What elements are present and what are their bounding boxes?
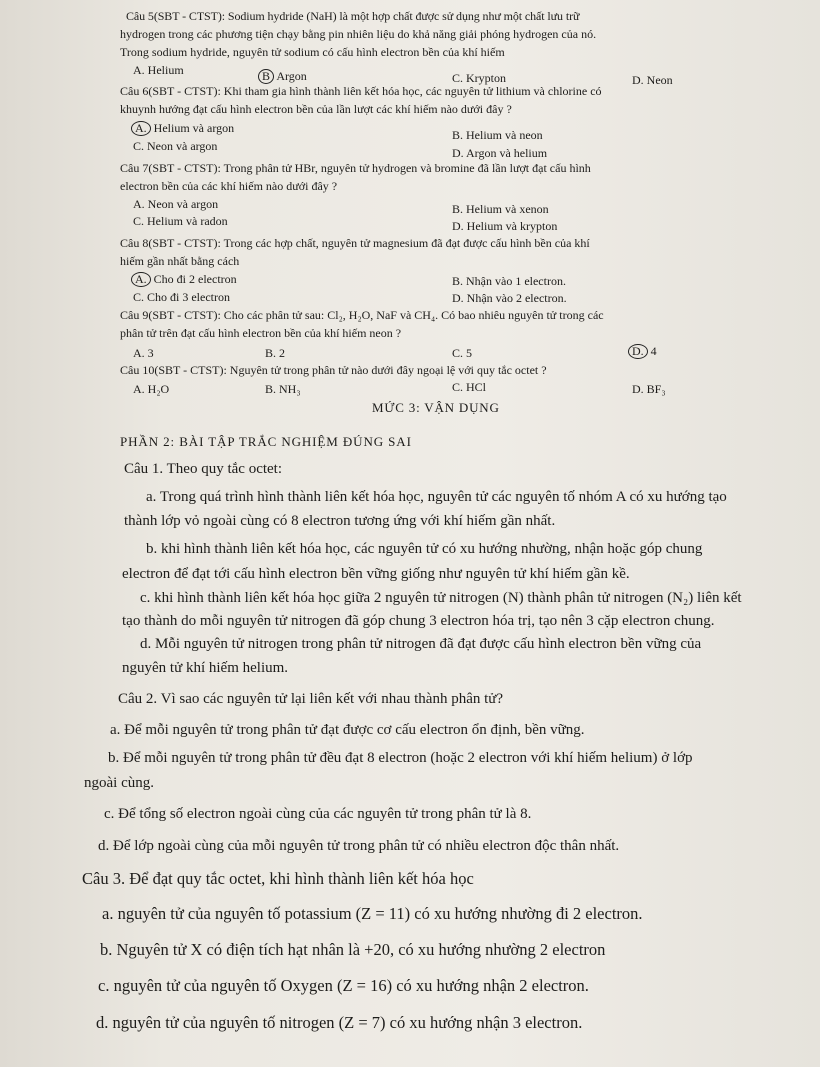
- q9-option-d-text: 4: [647, 344, 657, 358]
- tf-q3-d: d. nguyên tử của nguyên tố nitrogen (Z = 7) có xu hướng nhận 3 electron.: [96, 1013, 583, 1032]
- q9-option-a: A. 3: [133, 346, 154, 360]
- q5-stem-line1: Câu 5(SBT - CTST): Sodium hydride (NaH) là một hợp chất được sử dụng như một chất lưu trữ: [126, 9, 580, 23]
- q6-stem-line2: khuynh hướng đạt cấu hình electron bền của lần lượt các khí hiếm nào dưới đây ?: [120, 102, 512, 116]
- q8-option-a: [131, 272, 237, 287]
- q9-option-c: C. 5: [452, 346, 473, 360]
- tf-q2-stem: Câu 2. Vì sao các nguyên tử lại liên kết với nhau thành phân tử?: [118, 691, 504, 707]
- q6-option-d: D. Argon và helium: [452, 146, 548, 160]
- q9-stem-line2: phân tử trên đạt cấu hình electron bền của khí hiếm neon ?: [120, 326, 402, 340]
- part2-heading: PHẦN 2: BÀI TẬP TRẮC NGHIỆM ĐÚNG SAI: [120, 434, 412, 449]
- q6-stem-line1: Câu 6(SBT - CTST): Khi tham gia hình thành liên kết hóa học, các nguyên tử lithium và chlorine có: [120, 84, 602, 98]
- tf-q1-a-line2: thành lớp vỏ ngoài cùng có 8 electron tương ứng với khí hiếm gần nhất.: [124, 513, 556, 529]
- q8-option-c: C. Cho đi 3 electron: [133, 290, 230, 304]
- tf-q2-b-line2: ngoài cùng.: [84, 775, 154, 791]
- q5-option-a: A. Helium: [133, 63, 184, 77]
- q6-option-a: [131, 121, 234, 136]
- q5-option-c: C. Krypton: [452, 71, 506, 85]
- q5-option-b-text: Argon: [276, 69, 307, 83]
- q7-stem-line2: electron bền của các khí hiếm nào dưới đây ?: [120, 179, 338, 193]
- q9-option-d: [628, 344, 657, 359]
- tf-q1-a-line1: a. Trong quá trình hình thành liên kết hóa học, nguyên tử các nguyên tố nhóm A có xu hướng tạo: [146, 489, 727, 505]
- q7-stem-line1: Câu 7(SBT - CTST): Trong phân tử HBr, nguyên tử hydrogen và bromine đã lần lượt đạt cấu hình: [120, 161, 591, 175]
- answer-circle: B: [258, 69, 274, 84]
- q5-stem-line3: Trong sodium hydride, nguyên tử sodium có cấu hình electron bền của khí hiếm: [120, 45, 505, 59]
- q5-option-b: [258, 69, 307, 84]
- tf-q3-stem: Câu 3. Để đạt quy tắc octet, khi hình thành liên kết hóa học: [82, 869, 474, 888]
- tf-q2-a: a. Để mỗi nguyên tử trong phân tử đạt được cơ cấu electron ổn định, bền vững.: [110, 722, 585, 738]
- q5-stem-line2: hydrogen trong các phương tiện chạy bằng pin nhiên liệu do khả năng giải phóng hydrogen của nó.: [120, 27, 597, 41]
- tf-q3-a: a. nguyên tử của nguyên tố potassium (Z = 11) có xu hướng nhường đi 2 electron.: [102, 904, 643, 923]
- q8-option-b: B. Nhận vào 1 electron.: [452, 274, 566, 288]
- section-heading-level3: MỨC 3: VẬN DỤNG: [372, 400, 500, 415]
- q10-stem: Câu 10(SBT - CTST): Nguyên tử trong phân tử nào dưới đây ngoại lệ với quy tắc octet ?: [120, 363, 547, 377]
- tf-q1-b-line2: electron để đạt tới cấu hình electron bền vững giống như nguyên tử khí hiếm gần kề.: [122, 566, 630, 582]
- tf-q3-b: b. Nguyên tử X có điện tích hạt nhân là +20, có xu hướng nhường 2 electron: [100, 940, 606, 959]
- tf-q1-b-line1: b. khi hình thành liên kết hóa học, các nguyên tử có xu hướng nhường, nhận hoặc góp chung: [146, 541, 703, 557]
- q10-option-a: A. H₂O: [133, 382, 170, 396]
- q8-option-d: D. Nhận vào 2 electron.: [452, 291, 567, 305]
- q8-option-a-text: Cho đi 2 electron: [150, 272, 237, 286]
- tf-q2-b-line1: b. Để mỗi nguyên tử trong phân tử đều đạt 8 electron (hoặc 2 electron với khí hiếm helium) ở lớp: [108, 750, 693, 766]
- tf-q1-d-line2: nguyên tử khí hiếm helium.: [122, 660, 289, 676]
- tf-q2-d: d. Để lớp ngoài cùng của mỗi nguyên tử trong phân tử có nhiều electron độc thân nhất.: [98, 838, 620, 854]
- q6-option-c: C. Neon và argon: [133, 139, 218, 153]
- q10-option-b: B. NH₃: [265, 382, 301, 396]
- q9-stem-line1: Câu 9(SBT - CTST): Cho các phân tử sau: Cl₂, H₂O, NaF và CH₄. Có bao nhiêu nguyên tử trong các: [120, 308, 604, 322]
- q6-option-a-text: Helium và argon: [150, 121, 235, 135]
- q8-stem-line2: hiếm gần nhất bằng cách: [120, 254, 240, 268]
- answer-circle: A.: [131, 121, 151, 136]
- q7-option-b: B. Helium và xenon: [452, 202, 549, 216]
- q7-option-a: A. Neon và argon: [133, 197, 219, 211]
- tf-q1-c-line1: c. khi hình thành liên kết hóa học giữa 2 nguyên tử nitrogen (N) thành phân tử nitrogen (N₂) liên kết: [140, 590, 742, 606]
- tf-q1-d-line1: d. Mỗi nguyên tử nitrogen trong phân tử nitrogen đã đạt được cấu hình electron bền vững của: [140, 636, 702, 652]
- q7-option-d: D. Helium và krypton: [452, 219, 558, 233]
- tf-q1-c-line2: tạo thành do mỗi nguyên tử nitrogen đã góp chung 3 electron hóa trị, tạo nên 3 cặp electron chung.: [122, 613, 715, 629]
- q7-option-c: C. Helium và radon: [133, 214, 228, 228]
- q9-option-b: B. 2: [265, 346, 286, 360]
- q6-option-b: B. Helium và neon: [452, 128, 543, 142]
- q10-option-d: D. BF₃: [632, 382, 666, 396]
- tf-q1-stem: Câu 1. Theo quy tắc octet:: [124, 461, 283, 477]
- q10-option-c: C. HCl: [452, 380, 487, 394]
- answer-circle: A.: [131, 272, 151, 287]
- q8-stem-line1: Câu 8(SBT - CTST): Trong các hợp chất, nguyên tử magnesium đã đạt được cấu hình bền của khí: [120, 236, 590, 250]
- answer-circle: D.: [628, 344, 648, 359]
- tf-q3-c: c. nguyên tử của nguyên tố Oxygen (Z = 16) có xu hướng nhận 2 electron.: [98, 976, 589, 995]
- q5-option-d: D. Neon: [632, 73, 673, 87]
- tf-q2-c: c. Để tổng số electron ngoài cùng của các nguyên tử trong phân tử là 8.: [104, 806, 532, 822]
